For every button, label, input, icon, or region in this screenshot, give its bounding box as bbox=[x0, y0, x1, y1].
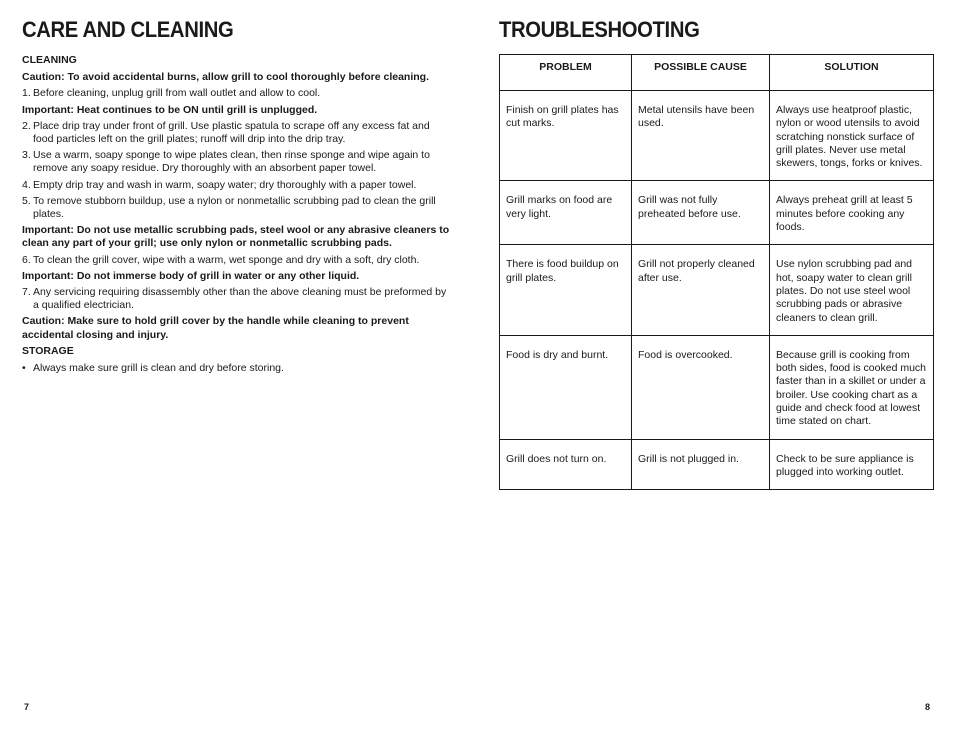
important-no-immerse: Important: Do not immerse body of grill in water or any other liquid. bbox=[22, 269, 360, 282]
bullet: • bbox=[22, 362, 26, 375]
step-number: 7. bbox=[22, 286, 31, 299]
step-7 bbox=[22, 286, 452, 312]
step-4 bbox=[22, 179, 452, 192]
cause-cell: Grill not properly cleaned after use. bbox=[632, 245, 770, 335]
care-and-cleaning-title: CARE AND CLEANING bbox=[22, 17, 234, 42]
solution-cell: Always use heatproof plastic, nylon or wood utensils to avoid scratching nonstick surface of grill plates. Never use metal skewers, tongs, forks or knives. bbox=[770, 91, 934, 181]
problem-cell: Food is dry and burnt. bbox=[500, 335, 632, 439]
step-1 bbox=[22, 87, 452, 100]
page-number-right: 8 bbox=[924, 702, 930, 712]
step-number: 4. bbox=[22, 178, 31, 191]
storage-text: Always make sure grill is clean and dry before storing. bbox=[33, 362, 284, 375]
step-number: 5. bbox=[22, 194, 31, 207]
troubleshooting-table bbox=[499, 54, 934, 490]
step-text: Any servicing requiring disassembly other than the above cleaning must be preformed by a qualified electrician. bbox=[33, 286, 447, 312]
solution-cell: Always preheat grill at least 5 minutes before cooking any foods. bbox=[770, 181, 934, 245]
step-text: Empty drip tray and wash in warm, soapy water; dry thoroughly with a paper towel. bbox=[33, 178, 417, 191]
step-2 bbox=[22, 120, 452, 146]
page-number-left: 7 bbox=[24, 702, 30, 712]
step-text: To remove stubborn buildup, use a nylon or nonmetallic scrubbing pad to clean the grill plates. bbox=[33, 194, 436, 221]
cleaning-heading: CLEANING bbox=[22, 54, 77, 66]
step-5 bbox=[22, 195, 452, 221]
table-row bbox=[500, 439, 934, 490]
problem-cell: Grill does not turn on. bbox=[500, 439, 632, 490]
storage-heading: STORAGE bbox=[22, 344, 74, 357]
cause-cell: Metal utensils have been used. bbox=[632, 91, 770, 181]
step-text: Before cleaning, unplug grill from wall outlet and allow to cool. bbox=[33, 87, 321, 100]
table-header-row bbox=[500, 55, 934, 91]
problem-cell: Finish on grill plates has cut marks. bbox=[500, 91, 632, 181]
step-number: 3. bbox=[22, 149, 31, 162]
column-header-problem: PROBLEM bbox=[500, 55, 632, 91]
step-text: Place drip tray under front of grill. Use plastic spatula to scrape off any excess fat and food particles left on the grill plates; runoff will drip into the drip tray. bbox=[33, 119, 430, 146]
table-row bbox=[500, 335, 934, 439]
step-number: 6. bbox=[22, 253, 31, 266]
storage-item bbox=[22, 362, 452, 375]
important-no-metal-pads: Important: Do not use metallic scrubbing pads, steel wool or any abrasive cleaners to clean any part of your grill; use only nylon or nonmetallic scrubbing pads. bbox=[22, 224, 450, 250]
step-number: 2. bbox=[22, 119, 31, 132]
problem-cell: There is food buildup on grill plates. bbox=[500, 245, 632, 335]
step-number: 1. bbox=[22, 87, 31, 100]
step-3 bbox=[22, 149, 452, 175]
solution-cell: Use nylon scrubbing pad and hot, soapy water to clean grill plates. Do not use steel wool scrubbing pads or abrasive cleaners to clean grill. bbox=[770, 245, 934, 335]
cause-cell: Food is overcooked. bbox=[632, 335, 770, 439]
solution-cell: Because grill is cooking from both sides, food is cooked much faster than in a skillet or under a broiler. Use cooking chart as a guide and check food at lowest time stated on chart. bbox=[770, 335, 934, 439]
step-6 bbox=[22, 254, 452, 267]
step-text: To clean the grill cover, wipe with a warm, wet sponge and dry with a soft, dry cloth. bbox=[33, 253, 420, 266]
caution-hold-cover: Caution: Make sure to hold grill cover by the handle while cleaning to prevent accidental closing and injury. bbox=[22, 315, 409, 341]
cause-cell: Grill was not fully preheated before use. bbox=[632, 181, 770, 245]
cause-cell: Grill is not plugged in. bbox=[632, 439, 770, 490]
column-header-solution: SOLUTION bbox=[770, 55, 934, 91]
troubleshooting-title: TROUBLESHOOTING bbox=[499, 17, 700, 42]
column-header-possible-cause: POSSIBLE CAUSE bbox=[632, 55, 770, 91]
important-heat: Important: Heat continues to be ON until grill is unplugged. bbox=[22, 103, 318, 116]
caution-cool: Caution: To avoid accidental burns, allow grill to cool thoroughly before cleaning. bbox=[22, 71, 430, 84]
solution-cell: Check to be sure appliance is plugged into working outlet. bbox=[770, 439, 934, 490]
table-row bbox=[500, 245, 934, 335]
table-row bbox=[500, 181, 934, 245]
right-page bbox=[477, 0, 954, 738]
table-row bbox=[500, 91, 934, 181]
problem-cell: Grill marks on food are very light. bbox=[500, 181, 632, 245]
step-text: Use a warm, soapy sponge to wipe plates clean, then rinse sponge and wipe again to remove any soapy residue. Dry thoroughly with an absorbent paper towel. bbox=[33, 149, 430, 175]
care-content bbox=[22, 54, 452, 375]
